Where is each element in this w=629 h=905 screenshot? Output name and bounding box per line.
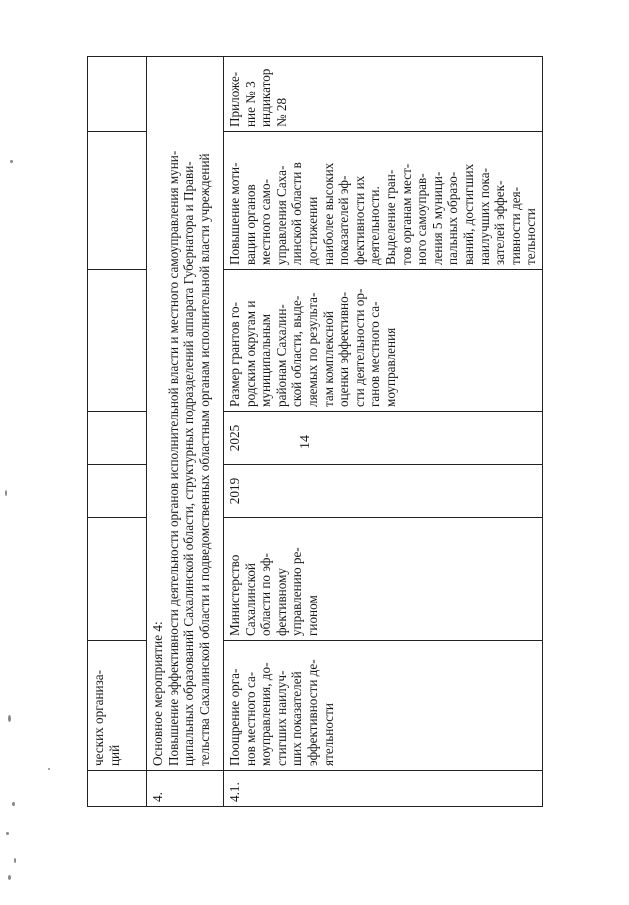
scan-speck <box>12 802 15 806</box>
row-name: Поощрение орга- нов местного са- моуправления, до- стигших наилуч- ших показателей эффективности де- ятельности <box>224 641 543 771</box>
table-row <box>224 57 543 807</box>
row-link: Приложе- ние № 3 индикатор № 28 <box>224 57 543 132</box>
scan-speck <box>14 858 16 863</box>
rotated-table-wrapper <box>87 57 624 807</box>
scan-speck <box>5 490 7 496</box>
section-row <box>147 57 224 807</box>
row-consequences: Повышение моти- вации органов местного само- управления Саха- линской области в достижении наиболее высоких показателей эф- фективности их деятельности. Выделение гран- тов органам мест- ного самоуправ- ления 5 муници- пальных образо- ваний, достигших наилучших пока- зателей эффек- тивности дея- тельности <box>224 132 543 270</box>
scan-speck <box>8 875 11 880</box>
header-cell-name: ческих организа- ций <box>88 641 147 771</box>
header-cell-link <box>88 57 147 132</box>
scan-speck <box>10 160 13 163</box>
row-result: Размер грантов го- родским округам и муниципальным районам Сахалин- ской области, выде- ляемых по результа- там комплексной оценки эффективно- сти деятельности ор- ганов местного са- моуправления <box>224 270 543 412</box>
row-number: 4.1. <box>224 771 543 807</box>
header-cell-result <box>88 270 147 412</box>
page-number: 14 <box>298 435 313 449</box>
scan-speck <box>8 715 11 722</box>
header-cell-executor <box>88 518 147 641</box>
section-title: Основное мероприятие 4: <box>150 621 165 766</box>
activities-table <box>87 56 543 807</box>
header-row <box>88 57 147 807</box>
row-executor: Министерство Сахалинской области по эф- фективному управлению ре- гионом <box>224 518 543 641</box>
header-cell-number <box>88 771 147 807</box>
row-start-year: 2019 <box>224 465 543 518</box>
section-text-cell <box>147 57 224 771</box>
header-cell-consequences <box>88 132 147 270</box>
scan-speck <box>6 832 9 835</box>
row-end-year: 2025 <box>224 412 543 465</box>
section-number: 4. <box>147 771 224 807</box>
header-cell-end <box>88 412 147 465</box>
section-description: Повышение эффективности деятельности органов исполнительной власти и местного самоуправления муни- ципальных образований Сахалинской области, структурных подразделений аппарата Губернатора и Прави- тельства Сахалинской области и подведомственных областным органам исполнительной власти учреждений <box>165 150 212 766</box>
scan-speck <box>48 768 50 770</box>
header-cell-start <box>88 465 147 518</box>
